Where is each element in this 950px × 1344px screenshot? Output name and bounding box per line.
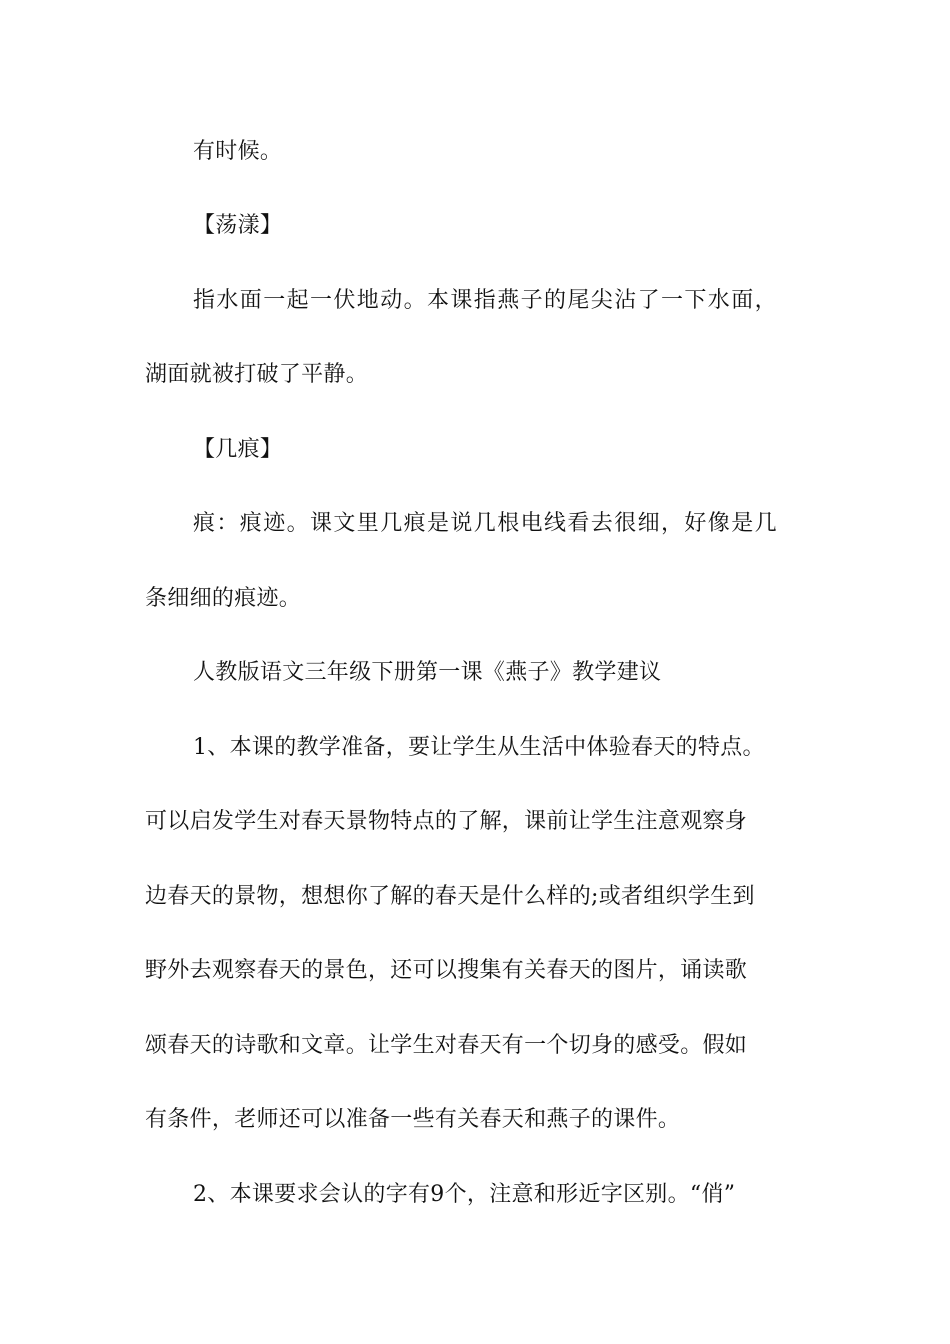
- text-line: 可以启发学生对春天景物特点的了解，课前让学生注意观察身: [145, 809, 748, 834]
- term-heading: 【荡漾】: [193, 213, 283, 238]
- term-heading: 【几痕】: [193, 437, 283, 462]
- text-line: 1、本课的教学准备，要让学生从生活中体验春天的特点。: [193, 735, 765, 760]
- section-heading: 人教版语文三年级下册第一课《燕子》教学建议: [193, 660, 662, 685]
- text-line: 指水面一起一伏地动。本课指燕子的尾尖沾了一下水面，: [193, 288, 779, 313]
- text-line: 湖面就被打破了平静。: [145, 362, 369, 387]
- text-line: 颂春天的诗歌和文章。让学生对春天有一个切身的感受。假如: [145, 1033, 748, 1058]
- text-line: 野外去观察春天的景色，还可以搜集有关春天的图片，诵读歌: [145, 958, 748, 983]
- text-line: 条细细的痕迹。: [145, 586, 302, 611]
- text-line: 有时候。: [193, 139, 283, 164]
- text-line: 2、本课要求会认的字有9个，注意和形近字区别。“俏”: [193, 1182, 736, 1207]
- text-line: 痕：痕迹。课文里几痕是说几根电线看去很细，好像是几: [193, 511, 779, 536]
- text-line: 有条件，老师还可以准备一些有关春天和燕子的课件。: [145, 1107, 681, 1132]
- text-line: 边春天的景物，想想你了解的春天是什么样的;或者组织学生到: [145, 884, 755, 909]
